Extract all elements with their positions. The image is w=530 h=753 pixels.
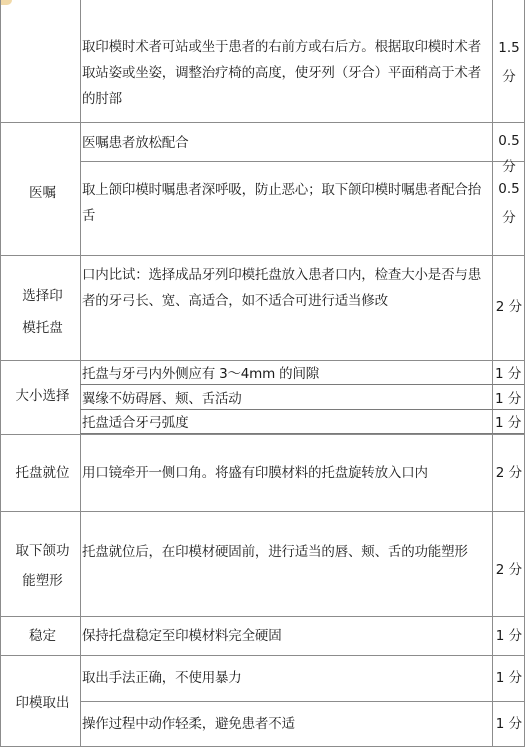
row-score: 2 分	[495, 465, 523, 481]
row-score: 1 分	[495, 391, 522, 407]
column-divider	[492, 0, 493, 746]
row-score: 1 分	[495, 716, 523, 732]
row-content: 取出手法正确，不使用暴力	[82, 670, 242, 686]
row-score: 2 分	[495, 562, 523, 578]
row-label: 印模取出	[15, 695, 70, 711]
row-content: 取印模时术者可站或坐于患者的右前方或右后方。根据取印模时术者取站姿或坐姿，调整治疗椅的高度，使牙列（牙合）平面稍高于术者的肘部	[82, 39, 481, 107]
row-score: 1 分	[495, 670, 523, 686]
row-score: 1 分	[495, 366, 522, 382]
column-divider	[0, 0, 1, 746]
row-label: 大小选择	[15, 388, 70, 404]
row-content: 翼缘不妨碍唇、颊、舌活动	[82, 391, 242, 407]
row-content: 取上颌印模时嘱患者深呼吸，防止恶心；取下颌印模时嘱患者配合抬舌	[82, 182, 481, 224]
row-score: 1 分	[495, 628, 523, 644]
row-divider	[0, 616, 525, 617]
column-divider	[524, 0, 525, 746]
row-label: 医嘱	[29, 185, 56, 201]
row-content: 托盘就位后，在印模材硬固前，进行适当的唇、颊、舌的功能塑形	[82, 544, 468, 560]
row-divider	[0, 122, 525, 123]
row-divider	[0, 255, 525, 256]
row-divider	[0, 360, 525, 361]
row-content: 保持托盘稳定至印模材料完全硬固	[82, 628, 282, 644]
row-score: 1.5 分	[498, 40, 520, 85]
row-score: 2 分	[495, 299, 523, 315]
row-content: 口内比试：选择成品牙列印模托盘放入患者口内，检查大小是否与患者的牙弓长、宽、高适合，如不适合可进行适当修改	[82, 267, 481, 309]
row-content: 操作过程中动作轻柔，避免患者不适	[82, 716, 295, 732]
row-divider	[0, 511, 525, 512]
row-label: 稳定	[29, 628, 56, 644]
row-label: 托盘就位	[15, 465, 70, 481]
column-divider	[80, 0, 81, 746]
row-divider	[0, 655, 525, 656]
row-divider	[0, 746, 525, 747]
row-score: 1 分	[495, 415, 522, 431]
row-content: 医嘱患者放松配合	[82, 135, 189, 151]
row-content: 用口镜牵开一侧口角。将盛有印膜材料的托盘旋转放入口内	[82, 465, 428, 481]
row-divider	[80, 161, 525, 162]
row-score: 0.5 分	[498, 133, 520, 175]
decorative-corner-mark	[0, 0, 12, 5]
row-content: 托盘与牙弓内外侧应有 3～4mm 的间隙	[82, 366, 320, 382]
row-label: 取下颌功 能塑形	[15, 543, 70, 589]
row-score: 0.5 分	[498, 181, 520, 226]
row-divider	[80, 701, 525, 702]
row-label: 选择印 模托盘	[22, 288, 63, 336]
row-content: 托盘适合牙弓弧度	[82, 415, 189, 431]
